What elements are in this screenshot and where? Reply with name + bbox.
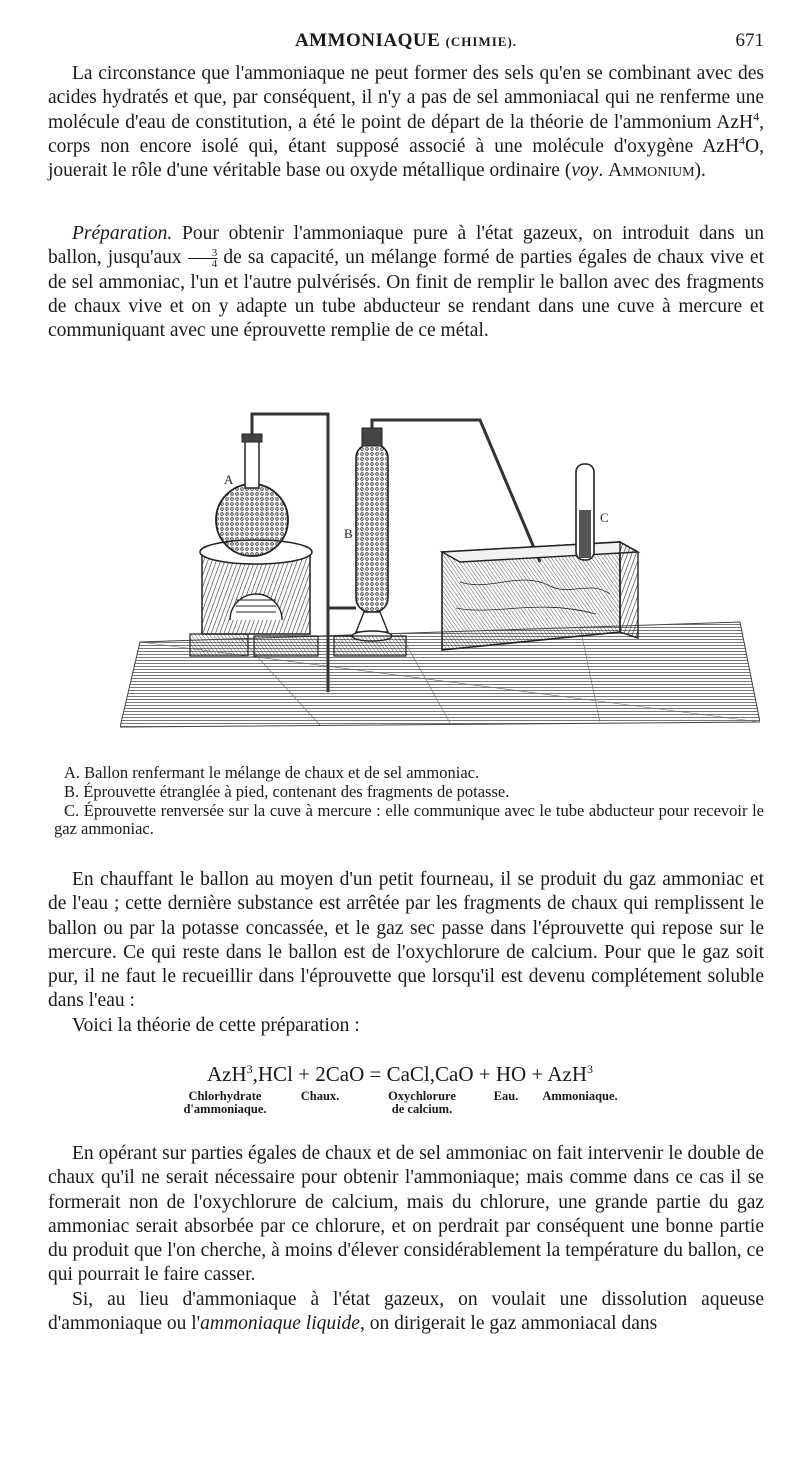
eq-label-eau: Eau. — [493, 1089, 519, 1103]
text-run: En chauffant le ballon au moyen d'un petit fourneau, il se produit du gaz ammoniac et de l'eau ; cette dernière substance est arrêtée par les fragments de chaux qui remplissent le ballon ou par la potasse concassée, et le gaz sec passe dans l'éprouvette qui repose sur le mercure. Ce qui reste dans le ballon est de l'oxychlorure de calcium. Pour que le gaz soit pur, il ne faut le recueillir dans l'éprouvette que lorsqu'il est devenu complétement soluble dans l'eau : — [48, 869, 764, 1012]
chemical-equation — [0, 1062, 800, 1087]
title-sub: (CHIMIE). — [445, 34, 518, 49]
text-run: . — [598, 160, 609, 182]
mercury-trough — [442, 542, 638, 650]
text-run: de sa capacité, un mélange formé de parties égales de chaux vive et de sel ammoniac, l'un et l'autre pulvérisés. On finit de remplir le ballon avec des fragments de chaux vive et on y adapte un tube abducteur se rendant dans une cuve à mercure et communiquant avec une éprouvette remplie de ce métal. — [48, 247, 764, 342]
cross-reference: Ammonium — [608, 160, 695, 182]
text-run: ). — [694, 160, 706, 182]
eq-label-ammoniaque: Ammoniaque. — [542, 1089, 618, 1103]
italic-term: ammoniaque liquide — [200, 1313, 360, 1335]
text-run: O, jouerait le rôle d'une véritable base ou oxyde métallique ordinaire ( — [48, 135, 764, 182]
caption-c: C. Éprouvette renversée sur la cuve à mercure : elle communique avec le tube abducteur pour recevoir le gaz ammoniac. — [54, 801, 764, 838]
text-run: La circonstance que l'ammoniaque ne peut former des sels qu'en se combinant avec des acides hydratés et que, par conséquent, il n'y a pas de sel ammoniacal qui ne renferme une molécule d'eau de constitution, a été le point de départ de la théorie de l'ammonium AzH — [48, 63, 764, 133]
eq-label-chaux: Chaux. — [300, 1089, 340, 1103]
text-run: , on dirigerait le gaz ammoniacal dans — [359, 1313, 658, 1335]
running-header — [48, 30, 764, 58]
paragraph-heating — [48, 868, 764, 1038]
eq-term: ,HCl + 2CaO = CaCl,CaO + HO + AzH — [252, 1062, 587, 1086]
superscript: 3 — [587, 1062, 593, 1076]
eq-term: AzH — [206, 1062, 247, 1086]
paragraph-equal-parts — [48, 1142, 764, 1336]
paragraph-ammonium-theory — [48, 62, 764, 183]
fraction-numerator: 3 — [188, 248, 218, 259]
text-run: En opérant sur parties égales de chaux et de sel ammoniac on fait intervenir le double de chaux qu'il ne serait nécessaire pour obtenir l'ammoniaque; mais comme dans ce cas il se formerait non de l'oxychlorure de calcium, mais du chlorure, une grande partie du gaz ammoniac serait absorbée par ce chlorure, et on perdrait par conséquent une bonne partie du produit que l'on cherche, à moins d'élever considérablement la température du ballon, ce qui pourrait le faire casser. — [48, 1143, 764, 1286]
eprouvette-c — [576, 464, 594, 560]
superscript: 3 — [246, 1062, 253, 1076]
eq-label-line: de calcium. — [391, 1102, 453, 1116]
caption-b: B. Éprouvette étranglée à pied, contenant des fragments de potasse. — [64, 782, 510, 801]
page-number: 671 — [735, 30, 764, 51]
superscript: 4 — [753, 109, 760, 124]
label-b: B — [344, 526, 353, 541]
eq-label-line: Oxychlorure — [388, 1089, 456, 1103]
text-run: , corps non encore isolé qui, étant supposé associé à une molécule d'oxygène AzH — [48, 111, 764, 157]
eq-label-oxychlorure — [372, 1090, 472, 1116]
paragraph-preparation — [48, 222, 764, 343]
eq-label-chlorhydrate — [170, 1090, 280, 1116]
caption-a: A. Ballon renfermant le mélange de chaux et de sel ammoniac. — [64, 763, 480, 782]
furnace — [190, 540, 318, 656]
text-run: Si, au lieu d'ammoniaque à l'état gazeux, on voulait une dissolution aqueuse d'ammoniaque ou l' — [48, 1288, 764, 1335]
text-run-wrapper — [48, 1289, 764, 1334]
eq-label-line: d'ammoniaque. — [183, 1102, 267, 1116]
title-main: AMMONIAQUE — [294, 30, 441, 51]
apparatus-illustration — [120, 392, 760, 732]
fraction-denominator: 4 — [211, 258, 218, 271]
label-a: A — [224, 472, 234, 487]
page-title — [48, 30, 764, 52]
label-c: C — [600, 510, 609, 525]
section-lead: Préparation. — [72, 223, 173, 244]
eq-label-line: Chlorhydrate — [188, 1089, 262, 1103]
superscript: 4 — [739, 133, 746, 148]
text-run: Pour obtenir l'ammoniaque pure à l'état gazeux, on introduit dans un ballon, jusqu'aux — [48, 223, 764, 269]
fraction — [188, 248, 218, 269]
text-run: Voici la théorie de cette préparation : — [72, 1014, 360, 1036]
italic-voy: voy — [571, 160, 599, 182]
